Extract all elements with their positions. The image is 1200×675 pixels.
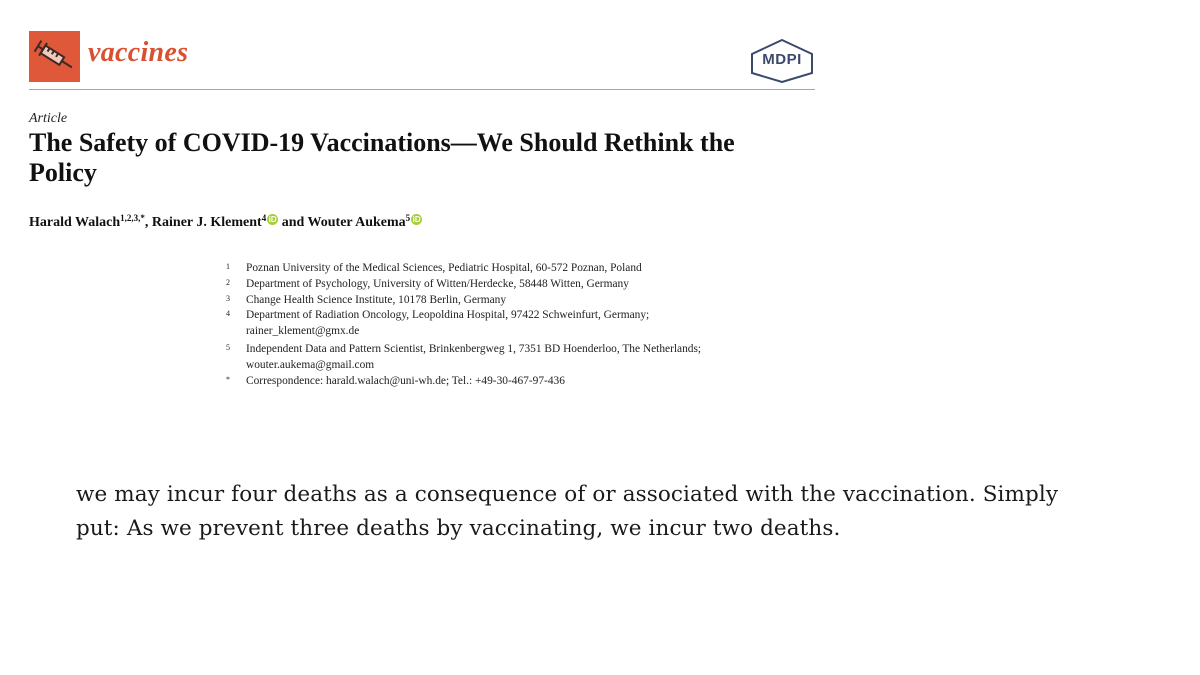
correspondence-mark: * bbox=[226, 374, 230, 384]
journal-header bbox=[29, 31, 815, 90]
author-name: Wouter Aukema bbox=[307, 215, 406, 230]
affiliation-number: 5 bbox=[226, 342, 230, 352]
affiliation-text: Poznan University of the Medical Sciences, Pediatric Hospital, 60-572 Poznan, Poland bbox=[246, 262, 642, 274]
journal-logo bbox=[29, 31, 80, 82]
correspondence-text: Correspondence: harald.walach@uni-wh.de; Tel.: +49-30-467-97-436 bbox=[246, 374, 565, 387]
article-type: Article bbox=[29, 111, 68, 126]
publisher-name: MDPI bbox=[762, 51, 802, 68]
affiliation-item bbox=[226, 308, 806, 340]
excerpt-line: we may incur four deaths as a consequence of or associated with the vaccination. Simply bbox=[76, 482, 1059, 507]
author-list bbox=[29, 213, 422, 231]
syringe-icon bbox=[29, 31, 80, 82]
author-name: Rainer J. Klement bbox=[151, 215, 262, 230]
journal-name: vaccines bbox=[88, 37, 189, 68]
affiliation-text: Independent Data and Pattern Scientist, Brinkenbergweg 1, 7351 BD Hoenderloo, The Netherlands; bbox=[246, 342, 702, 355]
affiliation-list bbox=[226, 261, 806, 389]
author-affiliation-marks: 4 bbox=[261, 213, 267, 223]
affiliation-text: Change Health Science Institute, 10178 Berlin, Germany bbox=[246, 293, 507, 306]
affiliation-item bbox=[226, 277, 806, 293]
affiliation-item bbox=[226, 342, 806, 374]
affiliation-item bbox=[226, 293, 806, 309]
author-affiliation-marks: 5 bbox=[405, 213, 411, 223]
affiliation-item bbox=[226, 261, 806, 277]
author-affiliation-marks: 1,2,3,* bbox=[120, 213, 145, 223]
orcid-icon[interactable]: iD bbox=[268, 215, 277, 224]
affiliation-number: 3 bbox=[226, 293, 230, 303]
author-name: Harald Walach bbox=[29, 215, 121, 230]
author-separator: , bbox=[144, 215, 152, 230]
affiliation-text: Department of Radiation Oncology, Leopoldina Hospital, 97422 Schweinfurt, Germany; bbox=[246, 309, 650, 322]
affiliation-number: 4 bbox=[226, 309, 230, 319]
excerpt-line: put: As we prevent three deaths by vaccinating, we incur two deaths. bbox=[76, 516, 841, 541]
affiliation-email[interactable]: wouter.aukema@gmail.com bbox=[246, 358, 375, 371]
affiliation-email[interactable]: rainer_klement@gmx.de bbox=[246, 325, 360, 338]
affiliation-text: Department of Psychology, University of Witten/Herdecke, 58448 Witten, Germany bbox=[246, 277, 629, 290]
affiliation-number: 1 bbox=[226, 262, 230, 271]
article-title: The Safety of COVID-19 Vaccinations—We Should Rethink the Policy bbox=[29, 128, 735, 187]
author-separator: and bbox=[278, 215, 308, 230]
publisher-logo bbox=[749, 39, 815, 83]
affiliation-number: 2 bbox=[226, 277, 230, 287]
correspondence-item bbox=[226, 374, 806, 390]
orcid-icon[interactable]: iD bbox=[412, 215, 421, 224]
quoted-excerpt bbox=[76, 478, 1186, 546]
